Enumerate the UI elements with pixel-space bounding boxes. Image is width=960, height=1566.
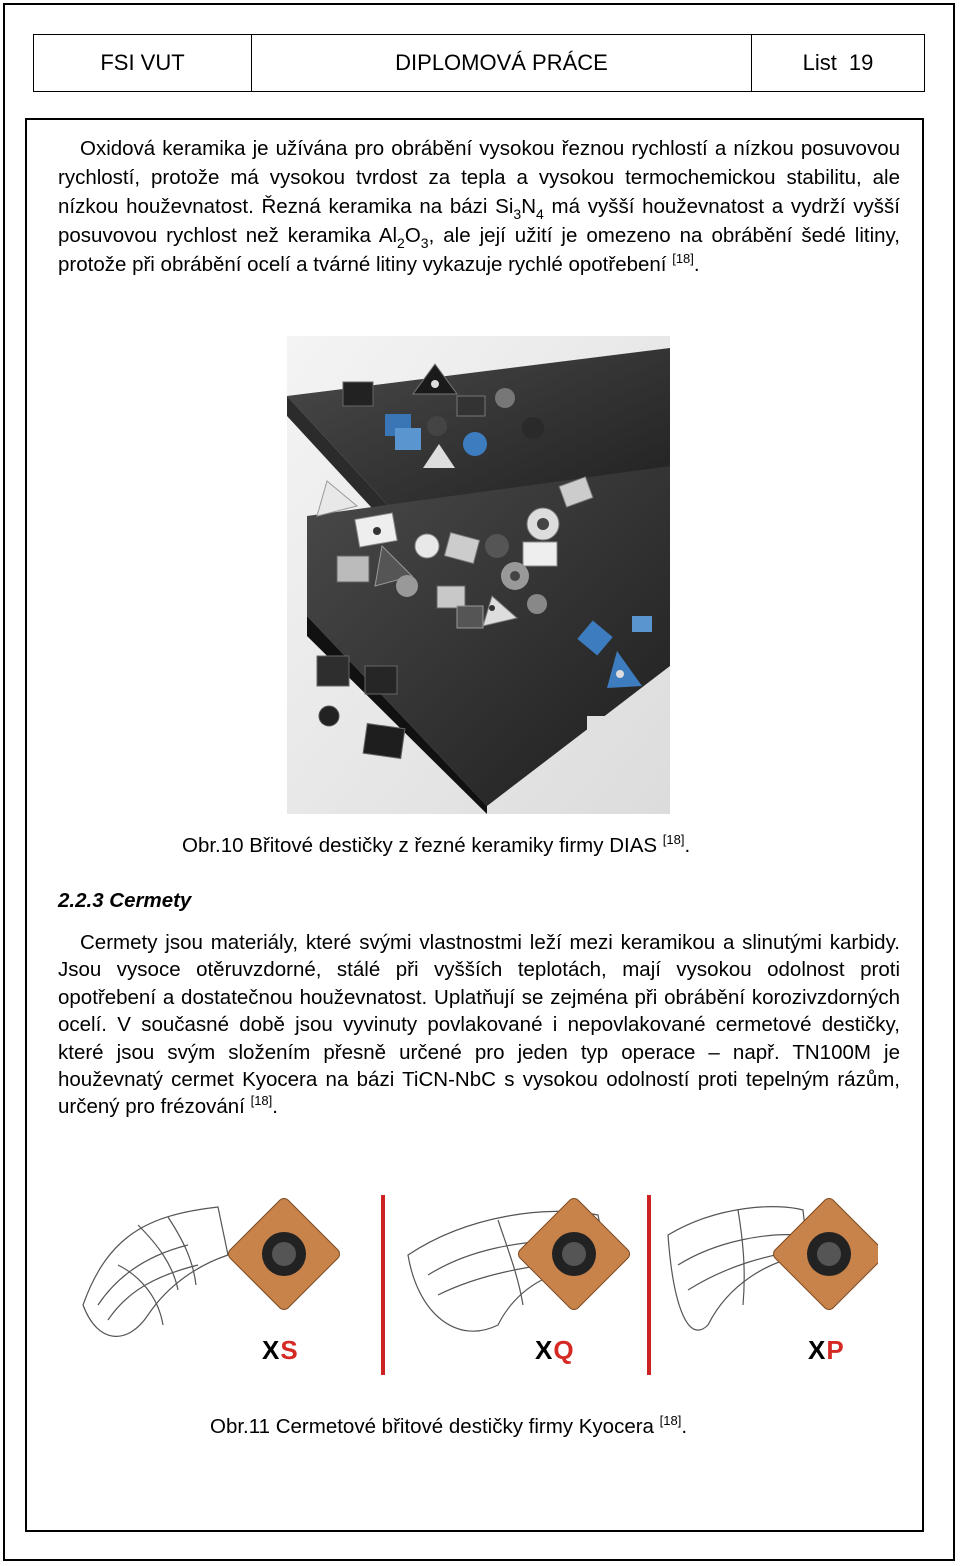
p1-reference: [18] [672,251,694,266]
page-header [33,34,925,92]
paragraph-oxide-ceramics [58,134,900,279]
p1-text-2: N [521,195,536,218]
label-xq: XQ [535,1335,575,1365]
header-page [752,35,924,91]
header-list-label: List [802,50,837,75]
figure11-reference: [18] [659,1413,682,1428]
header-school: FSI VUT [34,35,252,91]
paragraph-cermets [58,929,900,1121]
header-page-number: 19 [848,50,874,75]
label-xp: XP [808,1335,845,1365]
p1-sub-1: 3 [513,206,522,222]
insert-xs [226,1196,342,1312]
p1-sub-4: 3 [420,235,429,251]
p2-end: . [272,1095,278,1119]
figure11-caption [210,1415,687,1439]
p1-text-1: Oxidová keramika je užívána pro obrábění vysokou řeznou rychlostí a nízkou posuvovou rychlostí, protože má vysokou tvrdost za tepla a vysokou termochemickou stabilitu, ale nízkou houževnatost. Řezná keramika na bázi Si [58,137,900,218]
p2-text: Cermety jsou materiály, které svými vlastnostmi leží mezi keramikou a slinutými karbidy. Jsou vysoce otěruvzdorné, stálé při vyšších teplotách, mají vysokou odolnost proti opotřebení a dostatečnou houževnatost. Uplatňují se zejména při obrábění korozivzdorných ocelí. V současné době jsou vyvinuty povlakované i nepovlakované cermetové destičky, které jsou svým složením přesně určené pro jeden typ operace – např. TN100M je houževnatý cermet Kyocera na bázi TiCN-NbC s vysokou odolností proti tepelným rázům, určený pro frézování [58,931,900,1119]
p1-sub-3: 2 [397,235,405,251]
figure10-caption [182,834,690,858]
p1-text-5: , ale její užití je omezeno na obrábění šedé litiny, protože při obrábění ocelí a tvárné litiny vykazuje rychlé opotřebení [58,224,900,276]
figure11-caption-text: Obr.11 Cermetové břitové destičky firmy Kyocera [210,1415,660,1438]
section-heading: 2.2.3 Cermety [58,889,192,912]
insert-xq [516,1196,632,1312]
figure10-reference: [18] [662,832,685,847]
figure11-caption-end: . [681,1415,688,1438]
p1-end: . [693,253,700,276]
label-xs: XS [262,1335,299,1365]
insert-xp [771,1196,878,1312]
header-doc-type: DIPLOMOVÁ PRÁCE [252,35,752,91]
figure10-caption-text: Obr.10 Břitové destičky z řezné keramiky firmy DIAS [182,834,663,857]
ceramic-inserts-photo [287,336,670,814]
p2-reference: [18] [250,1093,273,1109]
p1-text-3: má vyšší houževnatost a vydrží vyšší posuvovou rychlost než keramika Al [58,195,900,247]
p1-sub-2: 4 [536,206,544,222]
cermet-inserts-figure [78,1195,878,1375]
p1-text-4: O [404,224,421,247]
figure10-caption-end: . [684,834,691,857]
